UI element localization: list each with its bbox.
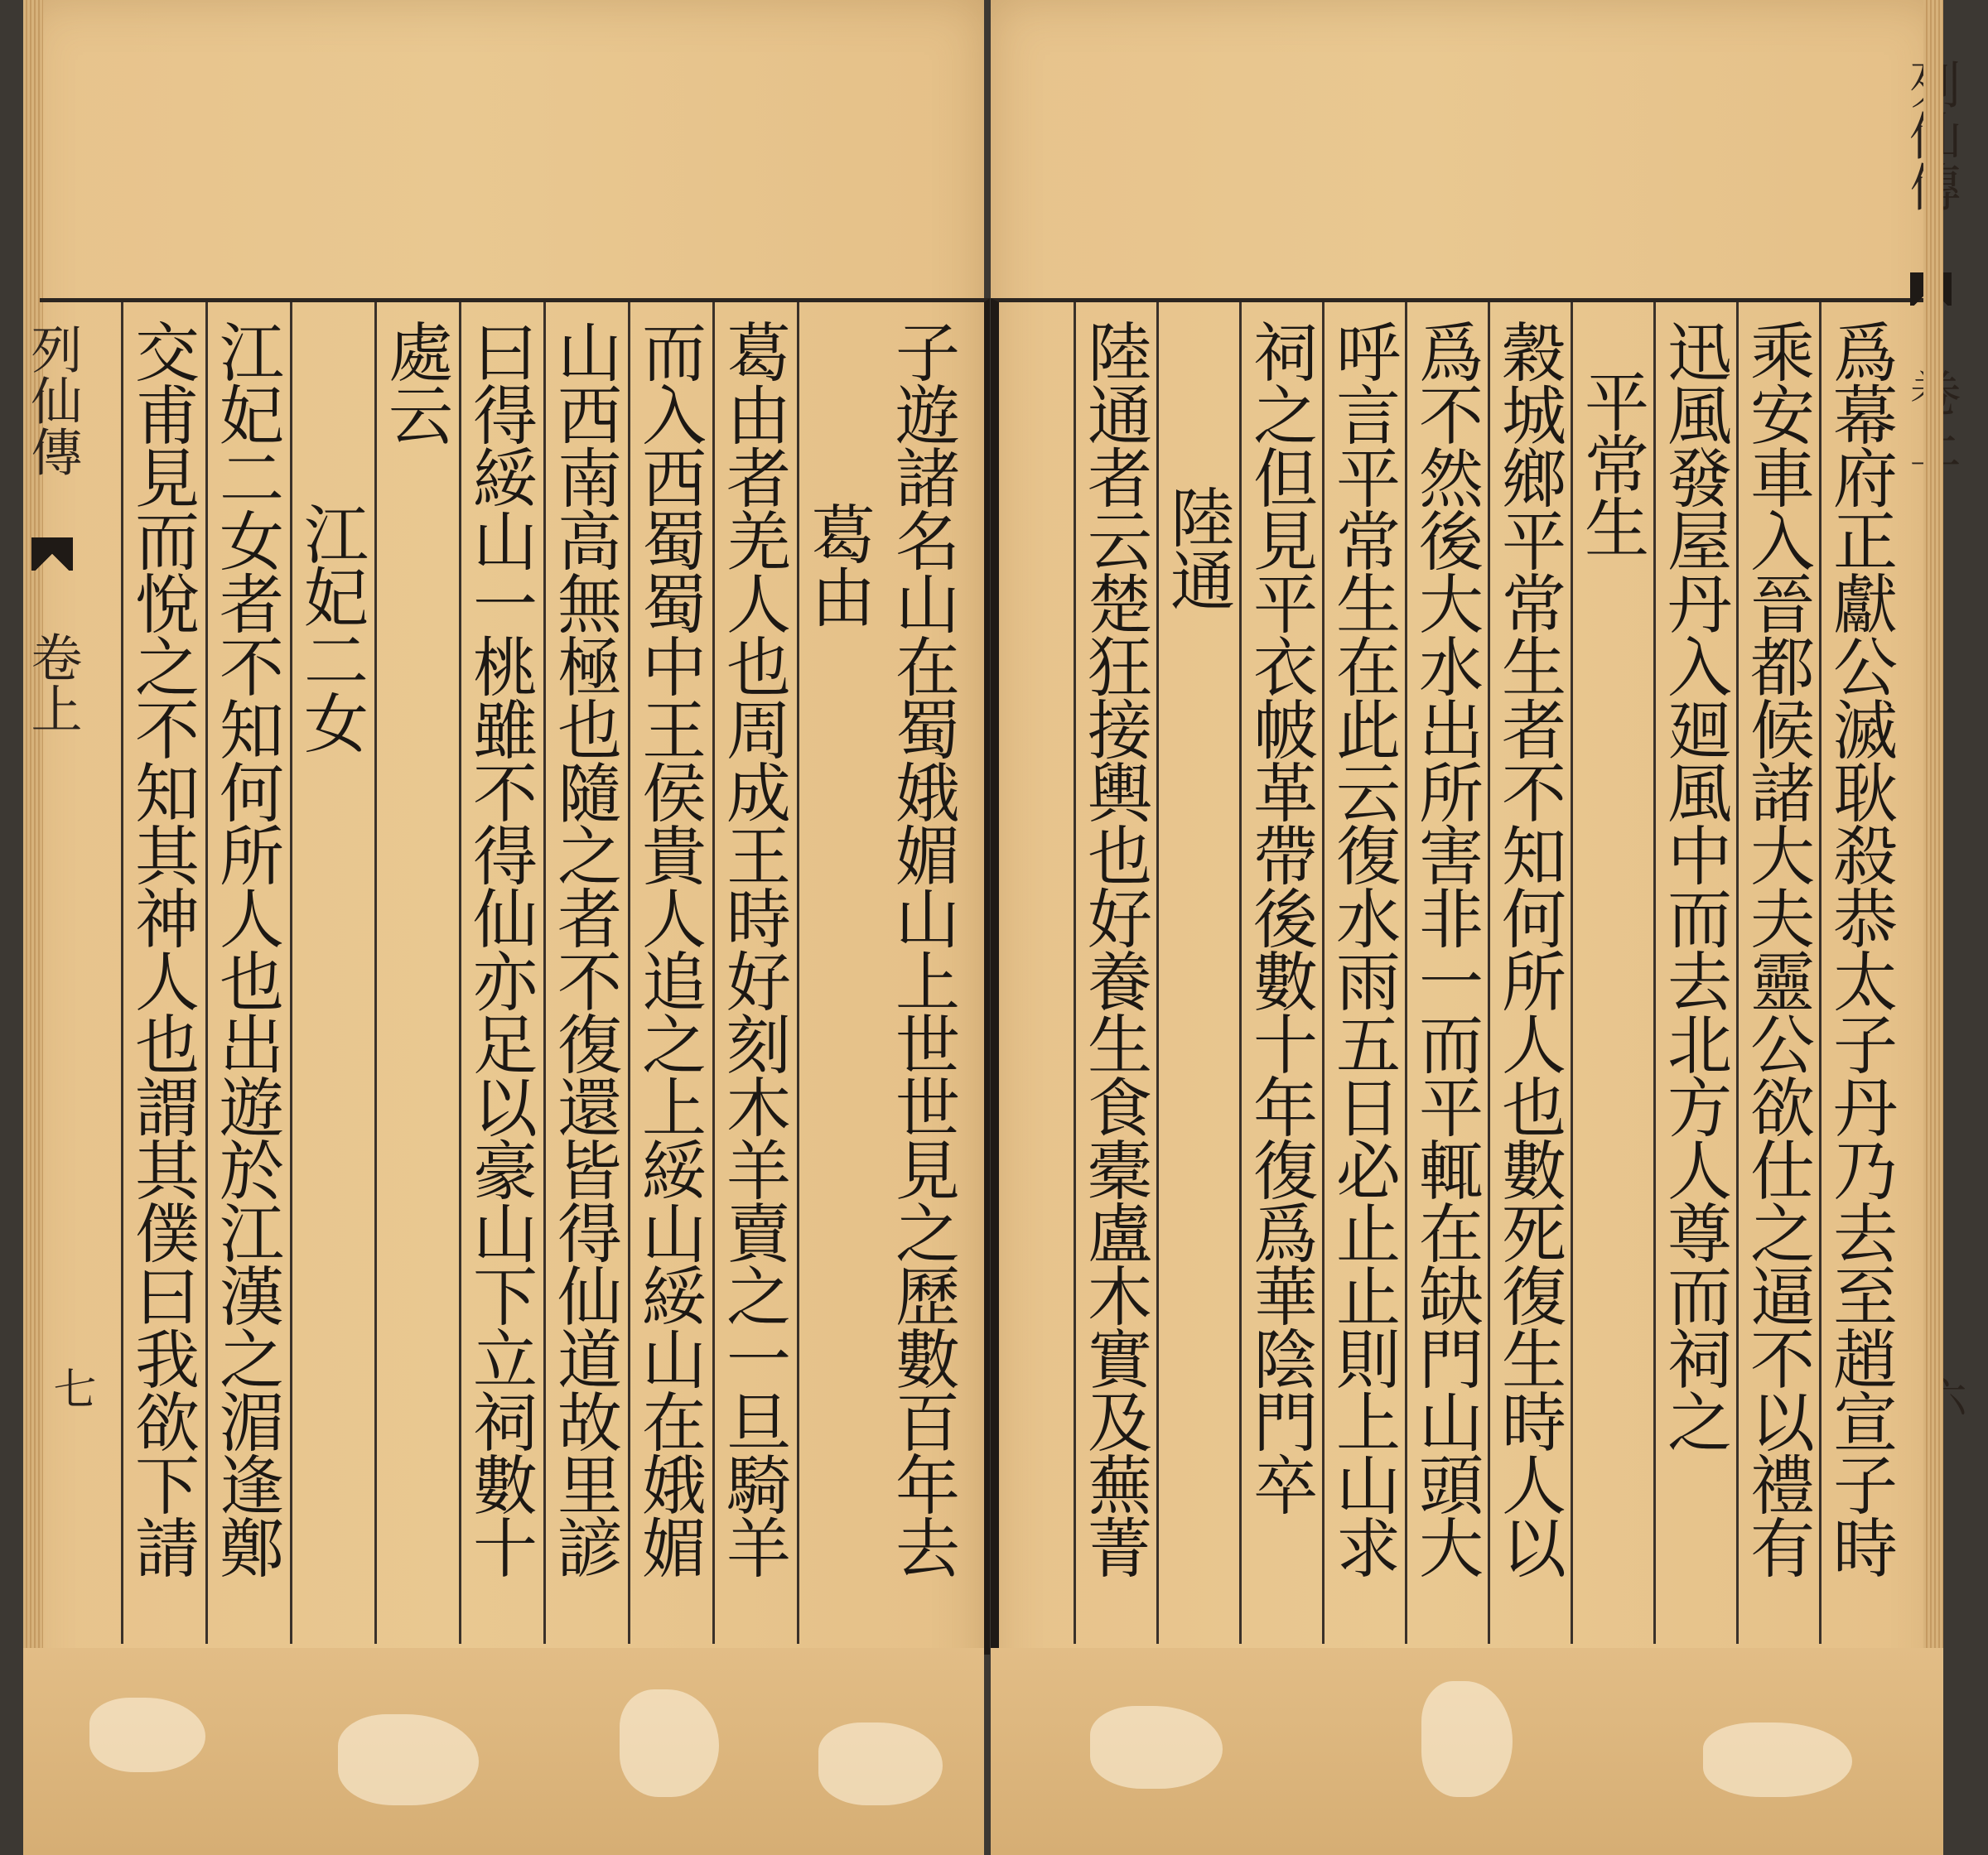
text-column: 處云 — [374, 302, 456, 1644]
text-column: 交甫見而悅之不知其神人也謂其僕曰我欲下請 — [121, 302, 202, 1644]
section-heading: 葛由 — [797, 302, 878, 1644]
bottom-margin — [991, 1648, 1943, 1855]
page-edge-right — [1923, 0, 1943, 1855]
text-column: 祠之但見平衣帔革帶後數十年復爲華陰門卒 — [1239, 302, 1320, 1644]
bottom-margin — [23, 1648, 984, 1855]
left-page — [23, 0, 984, 1855]
left-folio-number: 七 — [46, 1366, 95, 1409]
text-column: 江妃二女者不知何所人也出遊於江漢之湄逢鄭 — [205, 302, 287, 1644]
paper-stain — [1703, 1722, 1852, 1797]
text-column: 穀城鄉平常生者不知何所人也數死復生時人以 — [1488, 302, 1569, 1644]
text-column: 乘安車入晉都候諸大夫靈公欲仕之逼不以禮有 — [1736, 302, 1817, 1644]
section-heading: 江妃二女 — [290, 302, 371, 1644]
text-column: 而入西蜀蜀中王侯貴人追之上綏山綏山在娥媚 — [628, 302, 709, 1644]
paper-stain — [1090, 1706, 1223, 1789]
paper-stain — [1421, 1681, 1513, 1797]
text-column: 呼言平常生在此云復水雨五日必止止則上山求 — [1322, 302, 1403, 1644]
section-heading: 平常生 — [1571, 302, 1652, 1644]
paper-stain — [89, 1698, 205, 1772]
text-column: 子遊諸名山在蜀娥媚山上世世見之歷數百年去 — [885, 319, 959, 1578]
text-column: 曰得綏山一桃雖不得仙亦足以豪山下立祠數十 — [459, 302, 540, 1644]
fish-tail-ornament-icon — [31, 537, 73, 571]
text-column: 迅風發屋丹入廻風中而去北方人尊而祠之 — [1653, 302, 1735, 1644]
paper-stain — [620, 1689, 719, 1797]
text-column: 山西南高無極也隨之者不復還皆得仙道故里諺 — [543, 302, 625, 1644]
paper-stain — [338, 1714, 479, 1805]
paper-stain — [818, 1722, 943, 1805]
left-banxin — [23, 298, 89, 1644]
left-banxin-title: 列仙傳 — [22, 323, 83, 477]
text-column: 陸通者云楚狂接輿也好養生食橐盧木實及蕪菁 — [1074, 302, 1155, 1644]
text-column: 爲不然後大水出所害非一而平輒在缺門山頭大 — [1405, 302, 1486, 1644]
text-column: 爲幕府正獻公滅耿殺恭太子丹乃去至趙宣子時 — [1819, 302, 1900, 1644]
text-column: 葛由者羌人也周成王時好刻木羊賣之一旦騎羊 — [712, 302, 794, 1644]
left-banxin-volume: 卷上 — [22, 631, 83, 734]
section-heading: 陸通 — [1156, 302, 1238, 1644]
right-page — [991, 0, 1943, 1855]
